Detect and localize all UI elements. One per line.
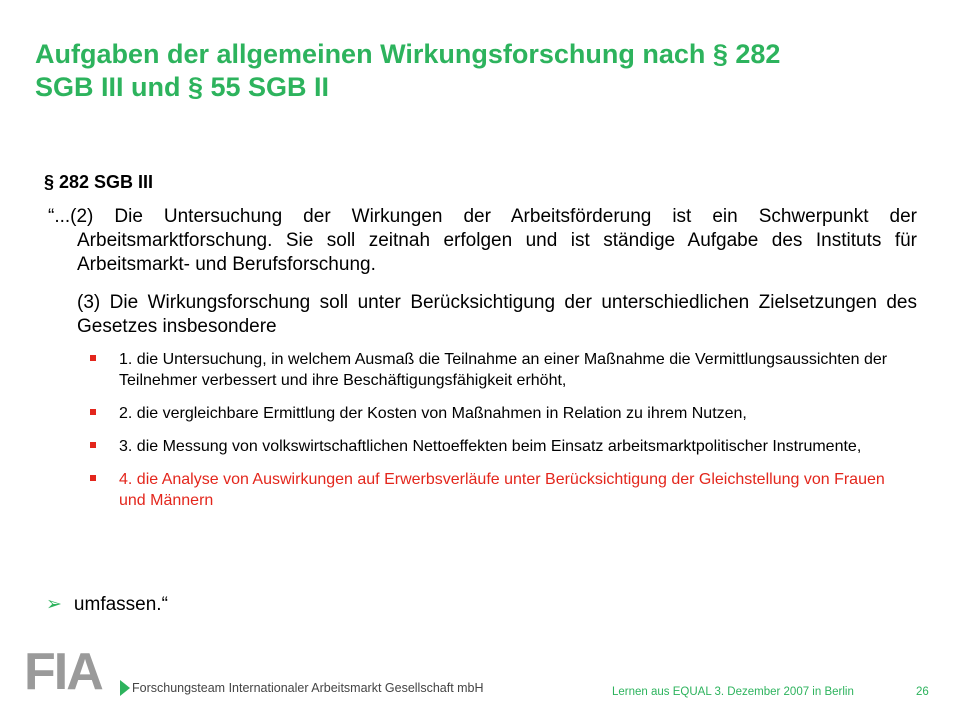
list-item-highlighted <box>88 469 908 511</box>
square-bullet-icon <box>90 409 96 415</box>
paragraph-2: “...(2) Die Untersuchung der Wirkungen der Arbeitsförderung ist ein Schwerpunkt der Arbeitsmarktforschung. Sie soll zeitnah erfolgen und ist ständige Aufgabe des Instituts für Arbeitsmarkt- und Berufsforschung. <box>48 206 917 275</box>
slide-title <box>35 38 935 104</box>
arrow-bullet-icon: ➢ <box>46 594 62 615</box>
fia-logo <box>24 643 484 701</box>
logo-triangle-icon <box>120 680 130 696</box>
list-item-text: 1. die Untersuchung, in welchem Ausmaß die Teilnahme an einer Maßnahme die Vermittlungsaussichten der Teilnehmer verbessert und ihre Beschäftigungsfähigkeit erhöht, <box>119 351 888 389</box>
logo-mark: FIA <box>24 643 102 701</box>
list-item <box>88 436 908 457</box>
square-bullet-icon <box>90 442 96 448</box>
list-item-text: 3. die Messung von volkswirtschaftlichen Nettoeffekten beim Einsatz arbeitsmarktpolitischer Instrumente, <box>119 438 862 455</box>
footer-text: Lernen aus EQUAL 3. Dezember 2007 in Berlin <box>612 686 854 698</box>
closing-text: umfassen.“ <box>73 594 168 615</box>
list-item-text: 2. die vergleichbare Ermittlung der Kosten von Maßnahmen in Relation zu ihrem Nutzen, <box>119 405 747 422</box>
list-item <box>88 403 908 424</box>
list-item <box>88 349 908 391</box>
page-number: 26 <box>916 686 929 698</box>
closing-line <box>46 593 168 617</box>
section-heading: § 282 SGB III <box>44 172 154 192</box>
logo-text: Forschungsteam Internationaler Arbeitsmarkt Gesellschaft mbH <box>132 681 484 695</box>
list-item-text: 4. die Analyse von Auswirkungen auf Erwerbsverläufe unter Berücksichtigung der Gleichstellung von Frauen und Männern <box>119 471 885 509</box>
bullet-list <box>88 349 908 523</box>
title-line-2: SGB III und § 55 SGB II <box>35 72 330 102</box>
square-bullet-icon <box>90 475 96 481</box>
title-line-1: Aufgaben der allgemeinen Wirkungsforschung nach § 282 <box>35 39 781 69</box>
paragraph-3: (3) Die Wirkungsforschung soll unter Berücksichtigung der unterschiedlichen Zielsetzungen des Gesetzes insbesondere <box>77 292 917 337</box>
square-bullet-icon <box>90 355 96 361</box>
